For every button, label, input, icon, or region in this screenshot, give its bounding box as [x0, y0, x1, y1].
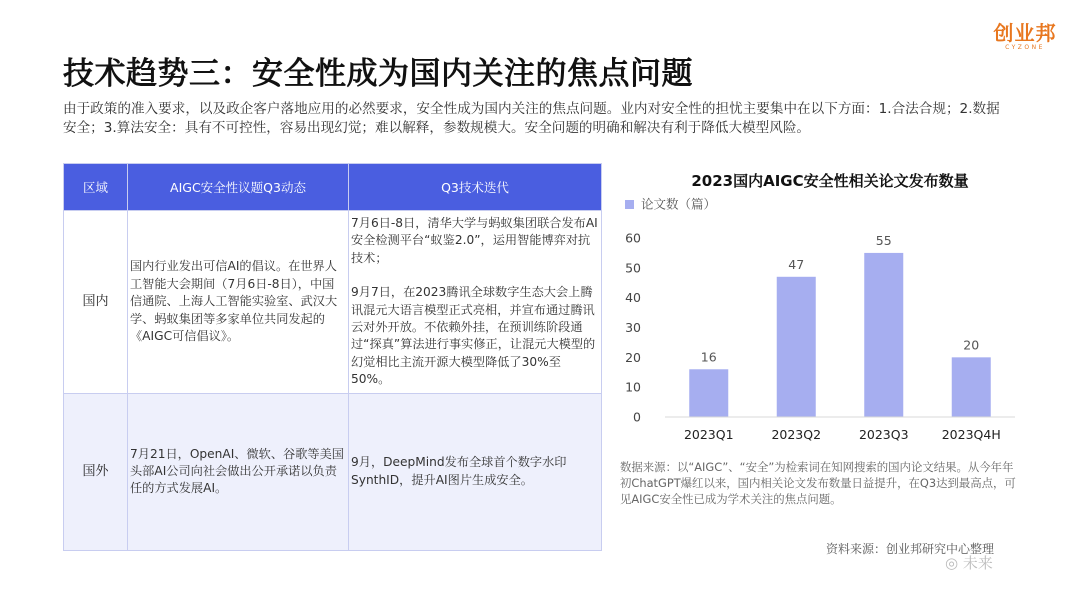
x-tick-label: 2023Q2	[771, 427, 822, 442]
header-region: 区域	[64, 164, 128, 211]
y-tick-label: 20	[625, 349, 641, 365]
company-logo	[990, 22, 1060, 52]
data-label: 20	[963, 337, 980, 353]
watermark: ◎ 未来	[945, 554, 993, 572]
data-label: 55	[875, 232, 892, 248]
table-header-row	[64, 164, 602, 211]
page-source: 资料来源：创业邦研究中心整理	[826, 542, 995, 556]
bar	[952, 357, 991, 417]
y-tick-label: 50	[625, 260, 641, 276]
header-tech: Q3技术迭代	[349, 164, 602, 211]
chart-source-note: 数据来源：以“AIGC”、“安全”为检索词在知网搜索的国内论文结果。从今年年初ChatGPT爆红以来，国内相关论文发布数量日益提升，在Q3达到最高点，可见AIGC安全性已成为学术关注的焦点问题。	[620, 460, 1016, 506]
tech-cell	[349, 211, 602, 394]
topic-cell: 国内行业发出可信AI的倡议。在世界人工智能大会期间（7月6日-8日），中国信通院、上海人工智能实验室、武汉大学、蚂蚁集团等多家单位共同发起的《AIGC可信倡议》。	[128, 211, 349, 394]
table-row	[64, 393, 602, 550]
y-tick-label: 30	[625, 320, 641, 335]
page-title: 技术趋势三：安全性成为国内关注的焦点问题	[63, 56, 693, 92]
table-row	[64, 211, 602, 394]
y-tick-label: 40	[625, 290, 641, 306]
data-label: 16	[700, 349, 717, 365]
bar-chart	[615, 190, 1035, 452]
y-axis	[625, 231, 641, 425]
legend-swatch	[625, 200, 634, 209]
tech-item: 9月7日，在2023腾讯全球数字生态大会上腾讯混元大语言模型正式亮相，并宣布通过腾讯云对外开放。不依赖外挂，在预训练阶段通过“探真”算法进行事实修正，让混元大模型的幻觉相比主流开源大模型降低了30%至50%。	[351, 285, 596, 387]
y-tick-label: 0	[633, 409, 641, 425]
x-tick-label: 2023Q1	[683, 427, 734, 442]
bars	[689, 233, 991, 417]
tech-cell	[349, 393, 602, 550]
header-topic: AIGC安全性议题Q3动态	[128, 164, 349, 211]
data-label: 47	[788, 256, 805, 272]
region-cell: 国内	[64, 211, 128, 394]
topic-cell: 7月21日，OpenAI、微软、谷歌等美国头部AI公司向社会做出公开承诺以负责任的方式发展AI。	[128, 393, 349, 550]
y-tick-label: 10	[625, 379, 641, 395]
logo-subtext: CYZONE	[1005, 44, 1045, 51]
tech-item: 7月6日-8日，清华大学与蚂蚁集团联合发布AI安全检测平台“蚁鉴2.0”，运用智能博弈对抗技术；	[351, 216, 598, 265]
bar	[689, 369, 728, 417]
intro-paragraph: 由于政策的准入要求，以及政企客户落地应用的必然要求，安全性成为国内关注的焦点问题。业内对安全性的担忧主要集中在以下方面：1.合法合规；2.数据安全；3.算法安全：具有不可控性，容易出现幻觉；难以解释，参数规模大。安全问题的明确和解决有利于降低大模型风险。	[63, 101, 1000, 136]
bar	[777, 277, 816, 417]
bar	[864, 253, 903, 417]
region-cell: 国外	[64, 393, 128, 550]
legend-label: 论文数（篇）	[641, 196, 717, 212]
x-axis	[684, 427, 1001, 442]
x-tick-label: 2023Q4H	[941, 427, 1001, 442]
logo-text: 创业邦	[993, 21, 1057, 45]
y-tick-label: 60	[625, 230, 641, 246]
chart-title: 2023国内AIGC安全性相关论文发布数量	[691, 172, 969, 190]
security-table	[63, 163, 602, 551]
x-tick-label: 2023Q3	[858, 427, 909, 442]
tech-item: 9月，DeepMind发布全球首个数字水印SynthID，提升AI图片生成安全。	[351, 455, 567, 487]
